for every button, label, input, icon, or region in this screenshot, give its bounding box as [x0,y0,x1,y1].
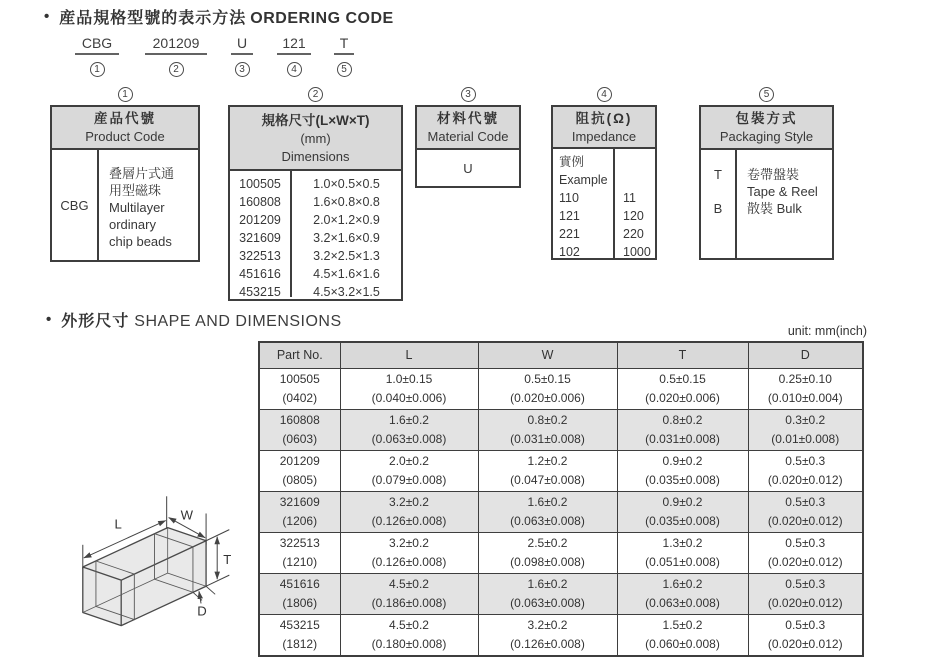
t-inch: (0.035±0.008) [645,472,720,487]
w-cell [478,573,617,614]
l-inch: (0.063±0.008) [371,431,447,446]
description-line: 叠層片式通 [109,166,175,181]
dimension-label-d: D [197,603,207,619]
d-mm: 0.5±0.3 [785,576,826,591]
t-mm: 1.6±0.2 [662,576,703,591]
w-cell [478,532,617,573]
part-no-cell [259,614,340,656]
col-header-t: T [617,342,748,368]
size-code: 451616 [239,267,281,281]
t-mm: 1.5±0.2 [662,617,703,632]
size-code: 100505 [239,177,281,191]
ordering-title-en: ORDERING CODE [250,10,394,27]
part-number: 100505 [279,371,320,386]
code-part-text: 201209 [145,35,207,55]
l-cell [340,573,478,614]
header-row [259,342,863,368]
l-mm: 4.5±0.2 [389,576,429,591]
packaging-code-column [701,150,737,258]
packaging-code: T [714,167,722,182]
code-part-index [334,59,354,77]
col-header-part-no: Part No. [259,342,340,368]
header-zh: 規格尺寸(L×W×T) [261,112,370,128]
header-en: Product Code [85,129,165,144]
t-cell [617,409,748,450]
t-inch: (0.051±0.008) [645,554,720,569]
size-value: 1.0×0.5×0.5 [313,177,380,191]
package-code: (1210) [282,554,318,569]
l-cell [340,409,478,450]
ordering-code-part [145,35,207,77]
t-cell [617,614,748,656]
part-no-cell [259,368,340,409]
w-mm: 1.6±0.2 [527,494,568,509]
description-line: 用型磁珠 [109,183,162,198]
size-code: 322513 [239,249,281,263]
d-mm: 0.25±0.10 [778,371,832,386]
part-no-cell [259,491,340,532]
d-cell [748,532,863,573]
part-no-cell [259,532,340,573]
w-cell [478,614,617,656]
d-inch: (0.020±0.012) [767,472,843,487]
material-code-header [417,107,519,150]
impedance-code: Example [559,173,608,187]
d-cell [748,614,863,656]
packaging-description: 散裝 Bulk [747,201,802,216]
packaging-header [701,107,832,150]
l-cell [340,532,478,573]
table-row [259,450,863,491]
bullet-icon: • [46,311,52,328]
table-row [259,573,863,614]
d-mm: 0.5±0.3 [785,617,826,632]
size-code: 321609 [239,231,281,245]
t-cell [617,491,748,532]
part-no-cell [259,573,340,614]
chip-body [83,528,206,626]
part-no-cell [259,409,340,450]
l-cell [340,368,478,409]
box2-index [228,84,403,102]
product-code-body [52,150,198,260]
w-mm: 3.2±0.2 [527,617,568,632]
l-inch: (0.079±0.008) [371,472,447,487]
header-en: Material Code [427,129,509,144]
bullet-icon: • [44,8,50,25]
d-inch: (0.020±0.012) [767,636,843,651]
impedance-header [553,107,655,149]
code-part-index [75,59,119,77]
d-inch: (0.010±0.004) [767,390,843,405]
w-inch: (0.031±0.008) [510,431,585,446]
t-mm: 1.3±0.2 [662,535,703,550]
table-row [259,614,863,656]
impedance-value: 11 [623,191,636,205]
w-inch: (0.126±0.008) [510,636,585,651]
part-no-cell [259,450,340,491]
w-mm: 2.5±0.2 [527,535,568,550]
w-cell [478,450,617,491]
impedance-code: 102 [559,245,580,259]
code-part-text: T [334,35,354,55]
package-code: (0603) [282,431,318,446]
package-code: (1206) [282,513,318,528]
d-inch: (0.020±0.012) [767,513,843,528]
packaging-code [701,183,735,200]
dimension-label-l: L [114,516,122,532]
size-value: 1.6×0.8×0.8 [313,195,380,209]
l-cell [340,614,478,656]
l-mm: 1.0±0.15 [385,371,433,386]
dimensions-title-en: SHAPE AND DIMENSIONS [134,313,342,330]
unit-label: unit: mm(inch) [787,324,867,338]
ordering-code-part [75,35,119,77]
impedance-value [623,171,655,189]
l-inch: (0.040±0.006) [371,390,447,405]
box1-index [50,84,200,102]
t-inch: (0.060±0.008) [645,636,720,651]
d-inch: (0.020±0.012) [767,595,843,610]
package-code: (0402) [282,390,318,405]
header-zh: 産品代號 [94,111,156,126]
t-cell [617,368,748,409]
impedance-value: 220 [623,227,644,241]
code-part-index [231,59,253,77]
ordering-code-row [0,35,930,83]
ordering-code-part [334,35,354,77]
impedance-code: 110 [559,191,579,205]
t-mm: 0.9±0.2 [662,453,703,468]
header-zh: 包裝方式 [735,111,798,126]
impedance-value-column [615,149,655,258]
l-inch: (0.186±0.008) [371,595,447,610]
l-inch: (0.126±0.008) [371,554,447,569]
w-mm: 0.5±0.15 [524,371,571,386]
size-value: 2.0×1.2×0.9 [313,213,380,227]
code-part-index [277,59,311,77]
impedance-value: 120 [623,209,644,223]
w-mm: 1.6±0.2 [527,576,568,591]
product-code-value: CBG [52,150,99,260]
w-cell [478,368,617,409]
ordering-code-part [277,35,311,77]
impedance-code-column [553,149,615,258]
size-value: 3.2×1.6×0.9 [313,231,380,245]
d-mm: 0.5±0.3 [785,494,826,509]
size-value: 3.2×2.5×1.3 [313,249,380,263]
circled-number-icon: 5 [759,87,774,102]
header-zh: 阻抗(Ω) [575,110,633,126]
header-en: Impedance [571,128,637,144]
circled-number-icon: 5 [337,62,352,77]
table-row [259,491,863,532]
circled-number-icon: 4 [597,87,612,102]
w-mm: 1.2±0.2 [527,453,568,468]
impedance-box [551,105,657,260]
table-row [259,532,863,573]
col-header-w: W [478,342,617,368]
t-cell [617,450,748,491]
table-row [259,368,863,409]
chip-3d-diagram [48,468,253,660]
size-value: 4.5×1.6×1.6 [313,267,380,281]
table-row [259,409,863,450]
t-cell [617,532,748,573]
header-unit: (mm) [300,130,331,146]
description-line: ordinary [109,217,156,232]
part-number: 321609 [279,494,320,509]
w-cell [478,409,617,450]
w-inch: (0.047±0.008) [510,472,585,487]
t-mm: 0.9±0.2 [662,494,703,509]
col-header-d: D [748,342,863,368]
dimensions-code-body [230,171,401,297]
material-code-value: U [463,160,473,176]
packaging-box [699,105,834,260]
l-mm: 2.0±0.2 [389,453,429,468]
ordering-code-part [231,35,253,77]
d-cell [748,573,863,614]
dimension-label-w: W [180,507,194,523]
code-part-text: U [231,35,253,55]
description-line: Multilayer [109,200,165,215]
circled-number-icon: 2 [308,87,323,102]
d-inch: (0.01±0.008) [771,431,840,446]
circled-number-icon: 1 [90,62,105,77]
product-code-header [52,107,198,150]
d-mm: 0.3±0.2 [785,412,826,427]
product-code-description [99,150,198,260]
size-code: 160808 [239,195,281,209]
t-cell [617,573,748,614]
code-part-text: CBG [75,35,119,55]
impedance-value [623,153,655,171]
d-witness-b [206,586,215,594]
header-en: Packaging Style [719,129,814,144]
impedance-code: 121 [559,209,580,223]
impedance-body [553,149,655,258]
header-en: Dimensions [281,148,350,164]
size-value: 4.5×3.2×1.5 [313,285,380,299]
w-mm: 0.8±0.2 [527,412,568,427]
impedance-value: 1000 [623,245,651,259]
ordering-title-zh: 産品規格型號的表示方法 [59,10,247,27]
t-inch: (0.020±0.006) [645,390,720,405]
t-mm: 0.8±0.2 [662,412,703,427]
product-code-box [50,105,200,262]
w-inch: (0.020±0.006) [510,390,585,405]
part-number: 160808 [279,412,320,427]
part-number: 201209 [279,453,320,468]
l-inch: (0.180±0.008) [371,636,447,651]
dimensions-table-head [259,342,863,368]
l-cell [340,491,478,532]
package-code: (1812) [282,636,318,651]
box3-index [415,84,521,102]
size-code-column [230,171,292,297]
circled-number-icon: 3 [235,62,250,77]
code-part-index [145,59,207,77]
packaging-description: 卷帶盤裝 [747,167,800,182]
d-mm: 0.5±0.3 [785,535,826,550]
w-inch: (0.098±0.008) [510,554,585,569]
packaging-description: Tape & Reel [747,184,818,199]
t-witness-bottom [206,575,229,586]
w-cell [478,491,617,532]
packaging-body [701,150,832,258]
size-value-column [292,171,401,297]
dimensions-table-body [259,368,863,656]
dimensions-title-zh: 外形尺寸 [61,313,130,330]
dimensions-code-box [228,105,403,301]
l-cell [340,450,478,491]
t-inch: (0.063±0.008) [645,595,720,610]
d-inch: (0.020±0.012) [767,554,843,569]
dimensions-code-header [230,107,401,171]
d-cell [748,450,863,491]
part-number: 451616 [279,576,320,591]
d-mm: 0.5±0.3 [785,453,826,468]
size-code: 453215 [239,285,281,299]
box5-index [699,84,834,102]
l-mm: 3.2±0.2 [389,494,429,509]
dimensions-table [258,341,864,657]
t-inch: (0.035±0.008) [645,513,720,528]
impedance-code: 221 [559,227,580,241]
circled-number-icon: 1 [118,87,133,102]
circled-number-icon: 3 [461,87,476,102]
d-cell [748,409,863,450]
w-inch: (0.063±0.008) [510,595,585,610]
l-mm: 1.6±0.2 [389,412,429,427]
package-code: (1806) [282,595,318,610]
material-code-body [417,150,519,186]
packaging-code: B [713,201,723,216]
circled-number-icon: 2 [169,62,184,77]
ordering-section-title [44,5,394,28]
header-zh: 材料代號 [437,111,499,126]
dimension-label-t: T [223,552,232,567]
dimensions-section-title [46,308,342,331]
d-cell [748,491,863,532]
size-code: 201209 [239,213,281,227]
box4-index [551,84,657,102]
l-inch: (0.126±0.008) [371,513,447,528]
d-cell [748,368,863,409]
l-mm: 3.2±0.2 [389,535,429,550]
description-line: chip beads [109,234,172,249]
l-mm: 4.5±0.2 [389,617,429,632]
impedance-code: 實例 [559,155,585,169]
circled-number-icon: 4 [287,62,302,77]
t-inch: (0.031±0.008) [645,431,720,446]
t-witness-top [206,530,229,541]
w-inch: (0.063±0.008) [510,513,585,528]
code-part-text: 121 [277,35,311,55]
part-number: 453215 [279,617,320,632]
package-code: (0805) [282,472,318,487]
material-code-box [415,105,521,188]
packaging-desc-column [737,150,832,258]
col-header-l: L [340,342,478,368]
part-number: 322513 [279,535,320,550]
t-mm: 0.5±0.15 [659,371,706,386]
